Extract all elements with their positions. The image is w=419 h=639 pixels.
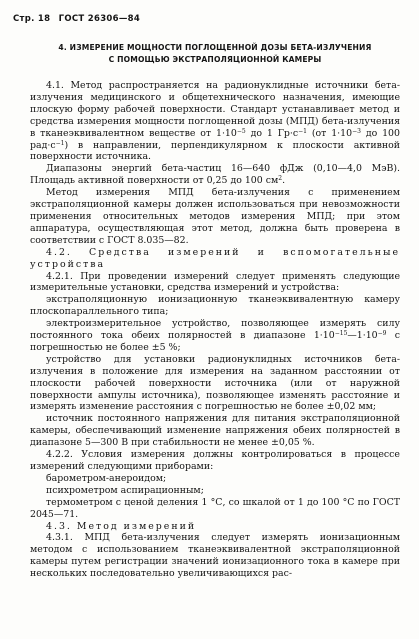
page-header [13,14,145,24]
section-title [30,42,400,66]
heading-4-2: 4.2. Средства измерений и вспомогательные устройства [30,246,400,270]
document-body [30,80,400,580]
list-item-thermometer: термометром с ценой деления 1 °С, со шкалой от 1 до 100 °С по ГОСТ 2045—71. [30,496,400,520]
standard-code: ГОСТ 26306—84 [58,14,141,24]
paragraph-4-1: 4.1. Метод распространяется на радионуклидные источники бета-излучения медицинского и общетехнического назначения, имеющие плоскую форму рабочей поверхности. Стандарт устанавливает метод и средства измерения мощности поглощенной дозы (МПД) бета-излучения в тканеэквивалентном веществе от $1\cdot 10^{-5}$ до 1 $Гр\cdot с^{-1}$ (от $1\cdot 10^{-3}$ до 100 $рад\cdot с^{-1}$) в направлении, перпендикулярном к плоскости активной поверхности источника. [30,80,400,163]
list-item-barometer: барометром-анероидом; [46,472,167,484]
list-item-electrometer: электроизмерительное устройство, позволяющее измерять силу постоянного тока обеих полярностей в диапазоне $1\cdot 10^{-15}—1\cdot 10^{-9}$ с погрешностью не более ±5 %; [30,318,400,353]
heading-4-3: 4.3. Метод измерений [46,520,197,532]
list-item-psychrometer: психрометром аспирационным; [46,484,204,496]
section-title-line-1: 4. ИЗМЕРЕНИЕ МОЩНОСТИ ПОГЛОЩЕННОЙ ДОЗЫ БЕТА-ИЗЛУЧЕНИЯ [58,43,372,52]
paragraph-4-2-2: 4.2.2. Условия измерения должны контролироваться в процессе измерений следующими приборами: [30,449,400,472]
paragraph-4-3-1: 4.3.1. МПД бета-излучения следует измерять ионизационным методом с использованием тканеэквивалентной экстраполяционной камеры путем регистрации значений ионизационного тока в камере при нескольких последовательно увеличивающихся рас- [30,532,400,580]
section-title-line-2: С ПОМОЩЬЮ ЭКСТРАПОЛЯЦИОННОЙ КАМЕРЫ [108,55,322,64]
page-number: Стр. 18 [13,14,51,24]
paragraph-energy-ranges: Диапазоны энергий бета-частиц 16—640 фДж (0,10—4,0 МэВ). Площадь активной поверхности от 0,25 до 100 $см^2$. [30,163,400,187]
paragraph-method: Метод измерения МПД бета-излучения с применением экстраполяционной камеры должен использоваться при невозможности применения относительных методов измерения МПД; при этом аппаратура, осуществляющая этот метод, должна быть проверена в соответствии с ГОСТ 8.035—82. [30,187,400,246]
list-item-chamber: экстраполяционную ионизационную тканеэквивалентную камеру плоскопараллельного типа; [30,294,400,318]
list-item-positioning-device: устройство для установки радионуклидных источников бета-излучения в положение для измерения на заданном расстоянии от плоскости рабочей поверхности источника (или от наружной поверхности ампулы источника), позволяющее изменять расстояние и измерять изменение расстояния с погрешностью не более ±0,02 мм; [30,353,400,413]
list-item-voltage-source: источник постоянного напряжения для питания экстраполяционной камеры, обеспечивающий изменение напряжения обеих полярностей в диапазоне 5—300 В при стабильности не менее ±0,05 %. [30,413,400,449]
paragraph-4-2-1: 4.2.1. При проведении измерений следует применять следующие измерительные установки, средства измерений и устройства: [30,270,400,294]
